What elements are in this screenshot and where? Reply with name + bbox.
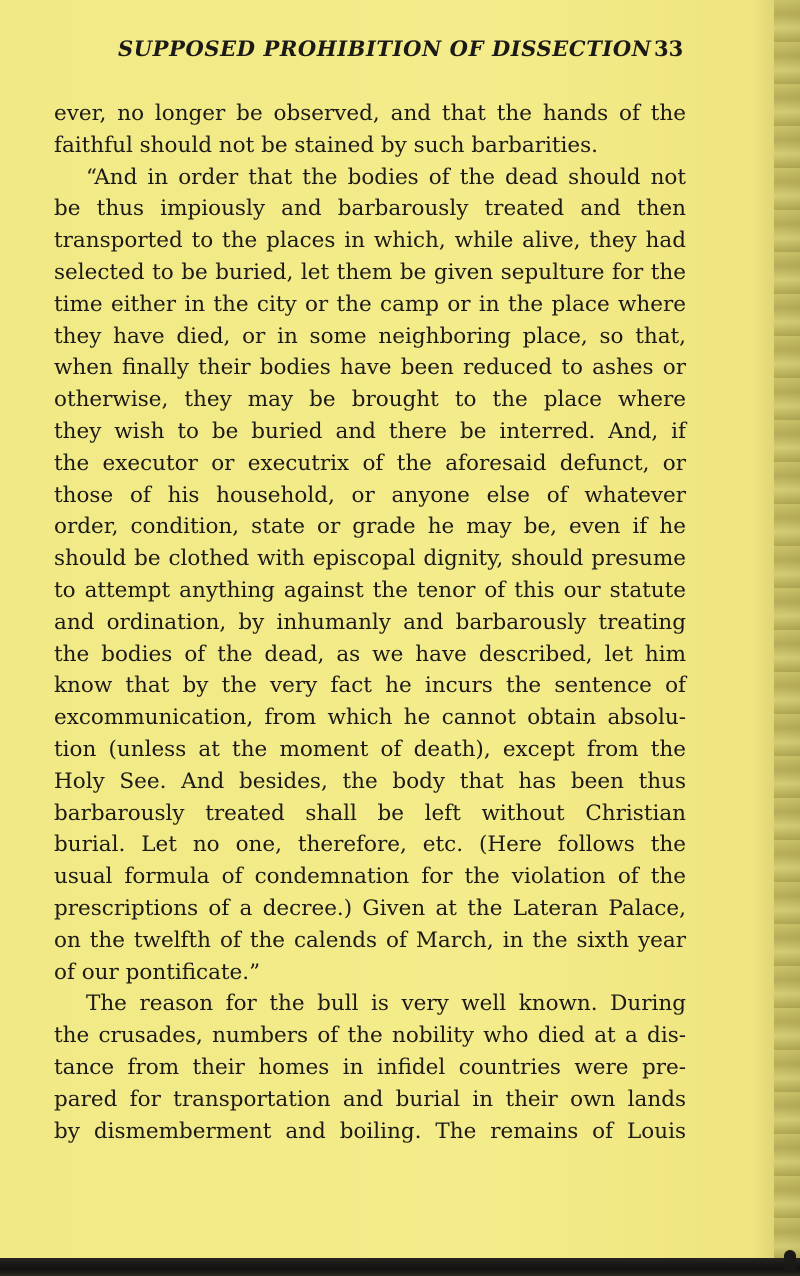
text-line: time either in the city or the camp or in the place where [54,291,686,317]
text-line: know that by the very fact he incurs the sentence of [54,673,686,699]
text-line: faithful should not be stained by such barbarities. [54,132,598,158]
text-line: should be clothed with episcopal dignity, should presume [54,546,686,572]
text-line: tion (unless at the moment of death), except from the [54,736,686,762]
text-line: otherwise, they may be brought to the place where [54,387,686,413]
text-line: the bodies of the dead, as we have described, let him [54,641,686,667]
page-edge [774,0,800,1276]
text-line: selected to be buried, let them be given sepulture for the [54,259,686,285]
text-line: the crusades, numbers of the nobility who died at a dis- [54,1023,686,1049]
text-line: on the twelfth of the calends of March, in the sixth year [54,927,686,953]
text-line: order, condition, state or grade he may be, even if he [54,514,686,540]
corner-mark [784,1250,796,1270]
text-line: be thus impiously and barbarously treated and then [54,196,686,222]
text-line: the executor or executrix of the aforesaid defunct, or [54,450,686,476]
text-line: ever, no longer be observed, and that the hands of the [54,101,686,126]
text-line: barbarously treated shall be left without Christian [54,800,686,826]
text-line: and ordination, by inhumanly and barbarously treating [54,609,686,635]
text-line: to attempt anything against the tenor of this our statute [54,577,686,603]
text-line: The reason for the bull is very well known. During [86,991,686,1017]
text-line: “And in order that the bodies of the dead should not [86,164,686,190]
text-line: prescriptions of a decree.) Given at the Lateran Palace, [54,895,686,921]
text-line: those of his household, or anyone else of whatever [54,482,686,508]
text-line: pared for transportation and burial in their own lands [54,1086,686,1112]
text-line: Holy See. And besides, the body that has been thus [54,768,686,794]
page-number: 33 [654,36,684,61]
text-line: excommunication, from which he cannot obtain absolu- [54,705,686,731]
bottom-edge [0,1258,800,1276]
text-line: transported to the places in which, while alive, they had [54,228,686,254]
text-line: usual formula of condemnation for the violation of the [54,864,686,890]
text-line: tance from their homes in infidel countries were pre- [54,1054,686,1080]
text-line: of our pontificate.” [54,959,261,985]
text-line: they have died, or in some neighboring place, so that, [54,323,686,349]
text-line: when finally their bodies have been reduced to ashes or [54,355,686,381]
text-line: burial. Let no one, therefore, etc. (Here follows the [54,832,686,858]
running-head: SUPPOSED PROHIBITION OF DISSECTION [118,36,652,61]
text-line: by dismemberment and boiling. The remains of Louis [54,1118,686,1144]
text-line: they wish to be buried and there be interred. And, if [54,418,686,444]
body-text [54,98,686,1147]
